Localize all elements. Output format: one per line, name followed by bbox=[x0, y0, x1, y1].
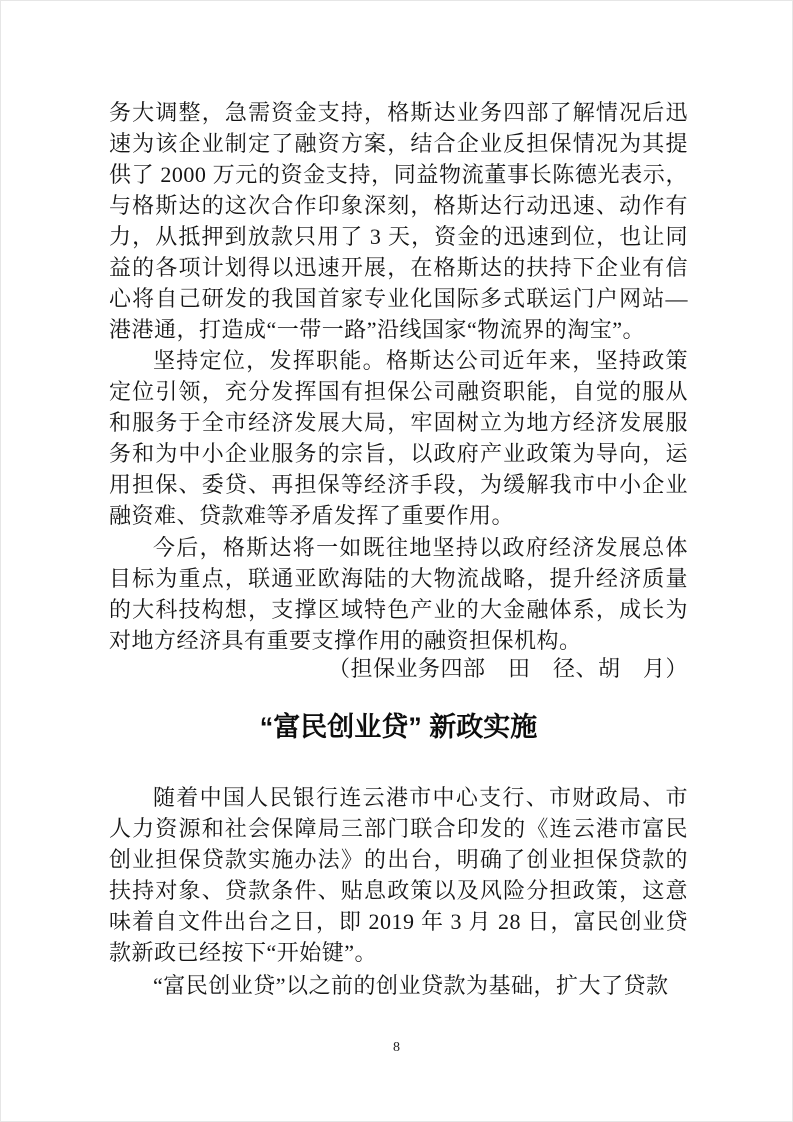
paragraph-loan-policy-intro: 随着中国人民银行连云港市中心支行、市财政局、市人力资源和社会保障局三部门联合印发的《连云港市富民创业担保贷款实施办法》的出台，明确了创业担保贷款的扶持对象、贷款条件、贴息政策以及风险分担政策，这意味着自文件出台之日，即 2019 年 3 月 28 日，富民创业贷款新政已经按下“开始键”。 bbox=[109, 785, 688, 965]
page-number: 8 bbox=[393, 1040, 400, 1055]
byline-authors: （担保业务四部 田 径、胡 月） bbox=[327, 656, 688, 681]
paragraph-loan-basis-continued: “富民创业贷”以之前的创业贷款为基础，扩大了贷款 bbox=[153, 973, 669, 998]
article-title-fumin-loan: “富民创业贷” 新政实施 bbox=[259, 712, 538, 742]
paragraph-gesida-positioning: 坚持定位，发挥职能。格斯达公司近年来，坚持政策定位引领，充分发挥国有担保公司融资职能，自觉的服从和服务于全市经济发展大局，牢固树立为地方经济发展服务和为中小企业服务的宗旨，以政府产业政策为导向，运用担保、委贷、再担保等经济手段，为缓解我市中小企业融资难、贷款难等矛盾发挥了重要作用。 bbox=[109, 348, 688, 528]
paragraph-gesida-case-continued: 务大调整，急需资金支持，格斯达业务四部了解情况后迅速为该企业制定了融资方案，结合企业反担保情况为其提供了 2000 万元的资金支持，同益物流董事长陈德光表示，与格斯达的这次合作印象深刻，格斯达行动迅速、动作有力，从抵押到放款只用了 3 天，资金的迅速到位，也让同益的各项计划得以迅速开展，在格斯达的扶持下企业有信心将自己研发的我国首家专业化国际多式联运门户网站—港港通，打造成“一带一路”沿线国家“物流界的淘宝”。 bbox=[109, 100, 688, 342]
paragraph-gesida-future: 今后，格斯达将一如既往地坚持以政府经济发展总体目标为重点，联通亚欧海陆的大物流战略，提升经济质量的大科技构想，支撑区域特色产业的大金融体系，成长为对地方经济具有重要支撑作用的融资担保机构。 bbox=[109, 535, 688, 653]
